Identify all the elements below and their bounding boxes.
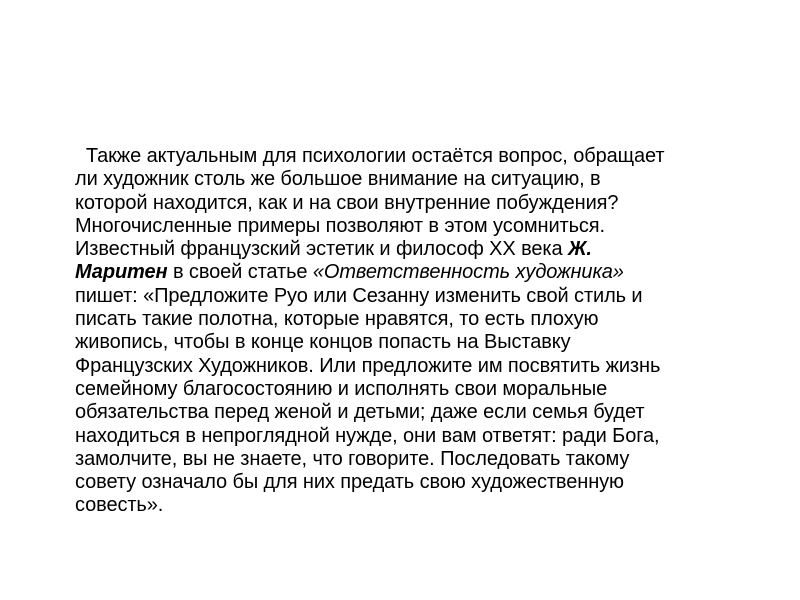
author-surname: Маритен	[75, 261, 168, 284]
paragraph-line: ли художник столь же большое внимание на ситуацию, в	[75, 168, 601, 191]
paragraph-text: Известный французский эстетик и философ XX века	[75, 238, 568, 261]
paragraph-line: семейному благосостоянию и исполнять свои моральные	[75, 377, 608, 400]
paragraph-line	[75, 238, 755, 261]
paragraph-line: совету означало бы для них предать свою художественную	[75, 471, 624, 494]
paragraph-line: которой находится, как и на свои внутренние побуждения?	[75, 191, 619, 214]
paragraph-line	[75, 261, 755, 284]
paragraph-line: живопись, чтобы в конце концов попасть на Выставку	[75, 331, 571, 354]
article-title: «Ответственность художника»	[312, 261, 624, 284]
paragraph-line: Многочисленные примеры позволяют в этом усомниться.	[75, 214, 605, 237]
body-paragraph	[75, 145, 755, 518]
paragraph-line: замолчите, вы не знаете, что говорите. Последовать такому	[75, 447, 630, 470]
author-initial: Ж.	[567, 238, 592, 261]
paragraph-line: Французских Художников. Или предложите им посвятить жизнь	[75, 354, 661, 377]
paragraph-line: пишет: «Предложите Руо или Сезанну изменить свой стиль и	[75, 284, 643, 307]
paragraph-line: находиться в непроглядной нужде, они вам ответят: ради Бога,	[75, 424, 660, 447]
paragraph-line: писать такие полотна, которые нравятся, то есть плохую	[75, 308, 599, 331]
paragraph-line: Также актуальным для психологии остаётся вопрос, обращает	[75, 145, 665, 167]
paragraph-line: обязательства перед женой и детьми; даже если семья будет	[75, 401, 645, 424]
paragraph-text: в своей статье	[167, 261, 313, 284]
paragraph-line: совесть».	[75, 494, 164, 517]
